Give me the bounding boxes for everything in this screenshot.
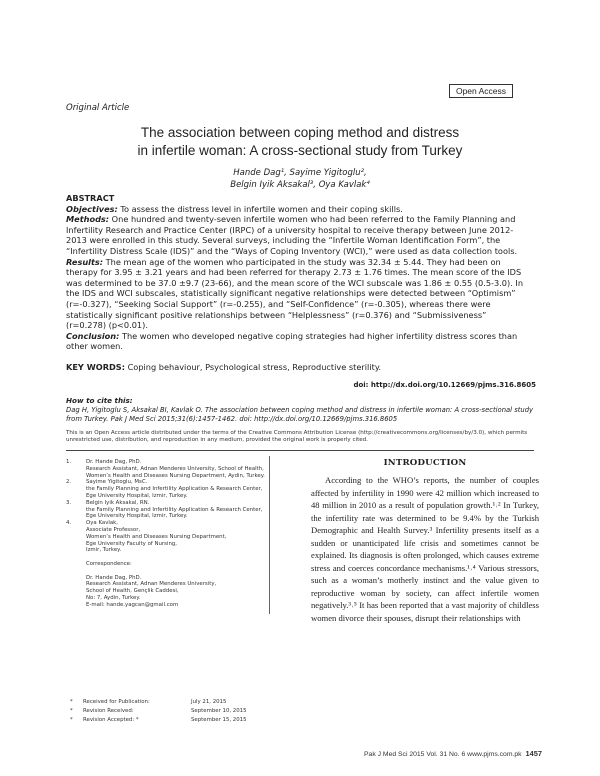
date-row — [66, 698, 276, 707]
date-value: September 15, 2015 — [191, 717, 247, 723]
introduction-paragraph: According to the WHO’s reports, the number of couples affected by infertility in 1990 were 42 million which increased to 48 million in 2010 as a result of population growth.¹˒² In Turkey, the infertility rate was determined to be 9.4% by the Turkish Demographic and Health Survey.³ Infertility presents itself as a sudden or unanticipated life crisis and sometimes cannot be explained. Its diagnosis is often prolonged, which causes extreme stress and coerces concordance mechanisms.¹˒⁴ Various stressors, such as a woman’s motherly instinct and the value given to reproductive woman by society, can affect infertile women negatively.³˒⁵ It has been reported that a vast majority of childless women divorce their spouses, disrupt their relationships with — [311, 475, 539, 623]
affiliation-number: 3. — [66, 499, 72, 506]
objectives-text: To assess the distress level in infertile women and their coping skills. — [117, 203, 403, 214]
authors-line-2: Belgin Iyik Aksakal³, Oya Kavlak⁴ — [230, 180, 370, 190]
results-label: Results: — [66, 256, 104, 267]
section-divider — [66, 450, 534, 451]
bullet-star: * — [70, 708, 73, 714]
correspondence-email[interactable]: E-mail: hande.yagcan@gmail.com — [86, 601, 179, 608]
abstract-heading: ABSTRACT — [66, 193, 115, 203]
affiliation-line: Associate Professor, — [86, 526, 141, 533]
affiliation-item — [66, 479, 266, 499]
journal-info: Pak J Med Sci 2015 Vol. 31 No. 6 www.pjms.com.pk — [364, 751, 522, 758]
publication-dates — [66, 698, 276, 725]
affiliation-line: Women’s Health and Diseases Nursing Department, — [86, 533, 227, 540]
affiliation-line: Oya Kavlak, — [86, 520, 119, 527]
keywords — [66, 362, 536, 372]
citation-doi-link[interactable]: doi: http://dx.doi.org/10.12669/pjms.316.8605 — [239, 415, 398, 423]
conclusion-label: Conclusion: — [66, 330, 120, 341]
column-divider — [269, 456, 270, 614]
methods-text: One hundred and twenty-seven infertile women who had been referred to the Family Planning and Infertility Research and Practice Center (IRPC) of a university hospital to receive therapy between June 2012-2013 were enrolled in this study. Several surveys, including the “Infertile Woman Identification Form”, the “Infertility Distress Scale (IDS)” and the “Ways of Coping Inventory (WCI),” were used as data collection tools. — [66, 214, 518, 256]
affiliation-line: Women’s Health and Diseases Nursing Department, Aydin, Turkey. — [86, 472, 265, 479]
article-title — [60, 124, 540, 160]
citation-text: Dag H, Yigitoglu S, Aksakal BI, Kavlak O. The association between coping method and distress in infertile woman: A cross-sectional study from Turkey. Pak J Med Sci 2015;31(6):1457-1462. — [66, 406, 534, 423]
date-value: September 10, 2015 — [191, 708, 247, 714]
correspondence-line: Dr. Hande Dag, PhD. — [86, 574, 142, 581]
abstract-objectives — [66, 204, 528, 215]
date-row — [66, 716, 276, 725]
title-line-1: The association between coping method and distress — [140, 125, 460, 140]
introduction-heading: INTRODUCTION — [383, 458, 467, 468]
affiliation-number: 4. — [66, 520, 72, 527]
cite-heading: How to cite this: — [66, 396, 133, 405]
introduction-body — [311, 474, 539, 624]
conclusion-text: The women who developed negative coping strategies had higher infertility distress scores than other women. — [66, 330, 518, 352]
correspondence-line: School of Health, Gençlik Caddesi, — [86, 588, 179, 595]
methods-label: Methods: — [66, 214, 110, 225]
title-line-2: in infertile woman: A cross-sectional study from Turkey — [137, 143, 463, 158]
bullet-star: * — [70, 717, 73, 723]
affiliation-number: 1. — [66, 459, 72, 465]
affiliation-line: Research Assistant, Adnan Menderes University, School of Health, — [86, 465, 264, 472]
correspondence-label: Correspondence: — [86, 560, 132, 567]
page-footer — [364, 749, 542, 758]
affiliation-line: Dr. Hande Dag, PhD. — [86, 459, 142, 465]
license-notice: This is an Open Access article distributed under the terms of the Creative Commons Attribution License (http://creativecommons.org/licenses/by/3.0), which permits unrestricted use, distribution, and reproduction in any medium, provided the original work is properly cited. — [66, 430, 528, 444]
affiliation-item — [66, 520, 266, 554]
affiliation-line: the Family Planning and Infertility Application & Research Center, — [86, 506, 263, 513]
affiliation-line: the Family Planning and Infertility Application & Research Center, — [86, 486, 263, 493]
date-row — [66, 707, 276, 716]
correspondence-line: Research Assistant, Adnan Menderes University, — [86, 581, 217, 588]
affiliations — [66, 459, 266, 609]
affiliation-line: Izmir, Turkey. — [86, 547, 122, 554]
citation — [66, 406, 540, 424]
article-type: Original Article — [66, 103, 130, 113]
abstract-conclusion — [66, 331, 528, 352]
affiliation-item — [66, 459, 266, 479]
results-text: The mean age of the women who participated in the study was 32.34 ± 5.44. They had been on therapy for 3.95 ± 3.21 years and had been referred for therapy 2.73 ± 1.76 times. The mean score of the IDS was determined to be 37.0 ±9.7 (23-66), and the mean score of the WCI subscale was 1.86 ± 0.55 (0.5-3.0). In the IDS and WCI subscales, statistically significant negative relationships were detected between “Optimism” (r=-0.327), “Seeking Social Support” (r=-0.255), and “Self-Confidence” (r=-0.305), whereas there were statistically significant positive relationships between “Helplessness” (r=0.376) and “Submissiveness” (r=0.278) (p<0.01). — [66, 256, 524, 331]
affiliation-line: Ege University Hospital, Izmir, Turkey. — [86, 492, 188, 499]
keywords-label: KEY WORDS: — [66, 362, 125, 372]
open-access-badge: Open Access — [449, 84, 513, 98]
abstract-methods — [66, 214, 528, 256]
date-label: Revision Accepted: * — [83, 717, 139, 723]
date-label: Revision Received: — [83, 708, 134, 714]
affiliation-item — [66, 500, 266, 520]
affiliation-line: Sayime Yigitoglu, MsC. — [86, 479, 148, 486]
affiliation-line: Ege University Faculty of Nursing, — [86, 540, 178, 547]
abstract-results — [66, 257, 528, 331]
page-number: 1457 — [525, 749, 542, 758]
date-label: Received for Publication: — [83, 699, 150, 705]
affiliation-line: Ege University Hospital, Izmir, Turkey. — [86, 513, 188, 520]
affiliation-number: 2. — [66, 479, 72, 486]
correspondence-block — [66, 575, 266, 609]
author-list — [60, 167, 540, 191]
affiliation-line: Belgin Iyik Aksakal, RN. — [86, 499, 150, 506]
date-value: July 21, 2015 — [191, 699, 227, 705]
correspondence-line: No: 7, Aydin, Turkey. — [86, 594, 141, 601]
bullet-star: * — [70, 699, 73, 705]
doi-link[interactable]: doi: http://dx.doi.org/10.12669/pjms.316.8605 — [353, 381, 536, 389]
keywords-text: Coping behaviour, Psychological stress, Reproductive sterility. — [124, 362, 382, 372]
abstract — [66, 193, 528, 352]
authors-line-1: Hande Dag¹, Sayime Yigitoglu², — [233, 168, 367, 178]
objectives-label: Objectives: — [66, 203, 118, 214]
